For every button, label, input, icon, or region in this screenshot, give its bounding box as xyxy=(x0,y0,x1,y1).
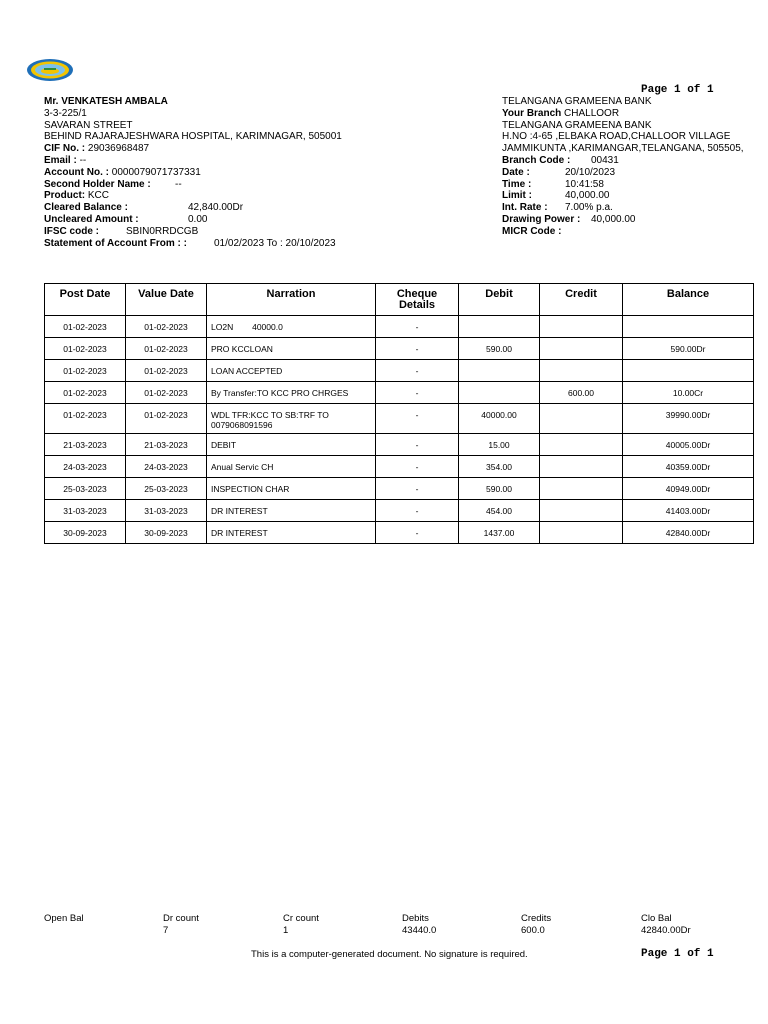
branch-value: CHALLOOR xyxy=(564,107,620,119)
cheque-cell: - xyxy=(376,522,459,544)
drawing-power-label: Drawing Power : xyxy=(502,213,581,225)
debit-cell: 354.00 xyxy=(459,456,540,478)
debit-cell: 590.00 xyxy=(459,478,540,500)
cleared-balance-label: Cleared Balance : xyxy=(44,202,128,214)
bank-info xyxy=(502,96,762,238)
time-value: 10:41:58 xyxy=(565,178,604,190)
cleared-balance-value: 42,840.00Dr xyxy=(188,202,244,214)
micr-label: MICR Code : xyxy=(502,225,562,237)
time-row xyxy=(502,179,762,191)
debit-cell: 590.00 xyxy=(459,338,540,360)
narration-cell: DEBIT xyxy=(207,434,376,456)
cheque-cell: - xyxy=(376,382,459,404)
credits-label: Credits xyxy=(521,913,552,924)
product-label: Product: xyxy=(44,190,86,202)
branch-code-value: 00431 xyxy=(591,154,619,166)
post-date-header: Post Date xyxy=(45,284,126,316)
balance-cell: 39990.00Dr xyxy=(623,404,754,434)
debit-cell xyxy=(459,382,540,404)
debits-label: Debits xyxy=(402,913,429,924)
post-date-cell: 01-02-2023 xyxy=(45,316,126,338)
cr-count-label: Cr count xyxy=(283,913,319,924)
narration-header: Narration xyxy=(207,284,376,316)
branch-label: Your Branch xyxy=(502,107,565,119)
credit-cell xyxy=(540,500,623,522)
credit-cell xyxy=(540,338,623,360)
credit-header: Credit xyxy=(540,284,623,316)
limit-value: 40,000.00 xyxy=(565,190,610,202)
second-holder-label: Second Holder Name : xyxy=(44,178,151,190)
email-label: Email : xyxy=(44,154,77,166)
cheque-cell: - xyxy=(376,404,459,434)
drawing-power-value: 40,000.00 xyxy=(591,213,636,225)
uncleared-amount-value: 0.00 xyxy=(188,213,208,225)
narration-cell: INSPECTION CHAR xyxy=(207,478,376,500)
credit-cell xyxy=(540,456,623,478)
uncleared-amount-label: Uncleared Amount : xyxy=(44,213,139,225)
table-row xyxy=(45,478,754,500)
date-label: Date : xyxy=(502,166,530,178)
post-date-cell: 01-02-2023 xyxy=(45,404,126,434)
transactions-table xyxy=(44,283,754,544)
value-date-cell: 21-03-2023 xyxy=(126,434,207,456)
post-date-cell: 31-03-2023 xyxy=(45,500,126,522)
open-bal-label: Open Bal xyxy=(44,913,84,924)
narration-cell: DR INTEREST xyxy=(207,500,376,522)
value-date-cell: 30-09-2023 xyxy=(126,522,207,544)
balance-cell: 41403.00Dr xyxy=(623,500,754,522)
narration-line-1: LO2N 40000.0 xyxy=(211,322,283,332)
value-date-cell: 31-03-2023 xyxy=(126,500,207,522)
debit-cell xyxy=(459,316,540,338)
value-date-cell: 01-02-2023 xyxy=(126,360,207,382)
credit-cell xyxy=(540,434,623,456)
address-line-3: BEHIND RAJARAJESHWARA HOSPITAL, KARIMNAGAR, 505001 xyxy=(44,131,342,143)
customer-name: Mr. VENKATESH AMBALA xyxy=(44,96,168,107)
post-date-cell: 24-03-2023 xyxy=(45,456,126,478)
credit-cell xyxy=(540,404,623,434)
value-date-header: Value Date xyxy=(126,284,207,316)
micr-row xyxy=(502,226,762,238)
account-label: Account No. : xyxy=(44,166,109,178)
value-date-cell: 01-02-2023 xyxy=(126,338,207,360)
narration-line-2: 0079068091596 xyxy=(211,420,273,430)
bank-name: TELANGANA GRAMEENA BANK xyxy=(502,96,652,107)
page-number-bottom: Page 1 of 1 xyxy=(641,948,714,960)
post-date-cell: 01-02-2023 xyxy=(45,382,126,404)
debit-cell: 454.00 xyxy=(459,500,540,522)
address-line-2: SAVARAN STREET xyxy=(44,119,133,131)
statement-period-label: Statement of Account From : : xyxy=(44,237,187,249)
debit-header: Debit xyxy=(459,284,540,316)
second-holder-value: -- xyxy=(175,178,182,190)
cheque-cell: - xyxy=(376,478,459,500)
narration-cell xyxy=(207,404,376,434)
debit-cell: 1437.00 xyxy=(459,522,540,544)
table-row xyxy=(45,404,754,434)
ifsc-label: IFSC code : xyxy=(44,225,100,237)
cheque-header-line-1: Cheque xyxy=(396,288,438,300)
value-date-cell: 01-02-2023 xyxy=(126,404,207,434)
branch-row xyxy=(502,108,762,120)
balance-cell: 590.00Dr xyxy=(623,338,754,360)
balance-cell xyxy=(623,316,754,338)
product-row xyxy=(44,190,484,202)
post-date-cell: 21-03-2023 xyxy=(45,434,126,456)
credit-cell: 600.00 xyxy=(540,382,623,404)
limit-label: Limit : xyxy=(502,190,532,202)
clo-bal-label: Clo Bal xyxy=(641,913,672,924)
cheque-cell: - xyxy=(376,434,459,456)
credit-cell xyxy=(540,522,623,544)
value-date-cell: 01-02-2023 xyxy=(126,316,207,338)
cheque-details-header xyxy=(376,284,459,316)
branch-code-row xyxy=(502,155,762,167)
ifsc-row xyxy=(44,226,484,238)
ifsc-value: SBIN0RRDCGB xyxy=(126,225,199,237)
narration-cell: PRO KCCLOAN xyxy=(207,338,376,360)
bank-name-2: TELANGANA GRAMEENA BANK xyxy=(502,119,652,131)
date-row xyxy=(502,167,762,179)
int-rate-label: Int. Rate : xyxy=(502,202,548,214)
table-row xyxy=(45,456,754,478)
cr-count-value: 1 xyxy=(283,925,289,936)
narration-cell: DR INTEREST xyxy=(207,522,376,544)
limit-row xyxy=(502,190,762,202)
credits-value: 600.0 xyxy=(521,925,545,936)
branch-code-label: Branch Code : xyxy=(502,154,571,166)
cheque-cell: - xyxy=(376,456,459,478)
balance-cell: 10.00Cr xyxy=(623,382,754,404)
time-label: Time : xyxy=(502,178,532,190)
value-date-cell: 25-03-2023 xyxy=(126,478,207,500)
cheque-cell: - xyxy=(376,316,459,338)
balance-header: Balance xyxy=(623,284,754,316)
email-row xyxy=(44,155,484,167)
clo-bal-value: 42840.00Dr xyxy=(641,925,691,936)
page-number: Page 1 of 1 xyxy=(641,84,714,96)
date-value: 20/10/2023 xyxy=(565,166,616,178)
statement-period-value: 01/02/2023 To : 20/10/2023 xyxy=(214,237,336,249)
table-header-row xyxy=(45,284,754,316)
narration-cell: Anual Servic CH xyxy=(207,456,376,478)
credit-cell xyxy=(540,316,623,338)
table-row xyxy=(45,316,754,338)
balance-cell: 40005.00Dr xyxy=(623,434,754,456)
narration-cell xyxy=(207,316,376,338)
int-rate-row xyxy=(502,202,762,214)
uncleared-amount-row xyxy=(44,214,484,226)
debits-value: 43440.0 xyxy=(402,925,437,936)
cif-row xyxy=(44,143,484,155)
post-date-cell: 01-02-2023 xyxy=(45,360,126,382)
value-date-cell: 24-03-2023 xyxy=(126,456,207,478)
balance-cell: 40359.00Dr xyxy=(623,456,754,478)
credit-cell xyxy=(540,360,623,382)
address-line-1: 3-3-225/1 xyxy=(44,107,87,119)
customer-info xyxy=(44,96,484,249)
debit-cell xyxy=(459,360,540,382)
second-holder-row xyxy=(44,179,484,191)
statement-period-row xyxy=(44,238,484,250)
bank-logo-icon xyxy=(26,58,74,82)
balance-cell: 40949.00Dr xyxy=(623,478,754,500)
narration-cell: LOAN ACCEPTED xyxy=(207,360,376,382)
table-row xyxy=(45,338,754,360)
cleared-balance-row xyxy=(44,202,484,214)
dr-count-value: 7 xyxy=(163,925,169,936)
cheque-cell: - xyxy=(376,360,459,382)
cif-label: CIF No. : xyxy=(44,143,86,155)
narration-cell: By Transfer:TO KCC PRO CHRGES xyxy=(207,382,376,404)
table-row xyxy=(45,500,754,522)
cif-value: 29036968487 xyxy=(85,143,150,155)
disclaimer-text: This is a computer-generated document. No signature is required. xyxy=(251,949,528,960)
post-date-cell: 01-02-2023 xyxy=(45,338,126,360)
email-value: -- xyxy=(76,154,87,166)
balance-cell xyxy=(623,360,754,382)
cheque-header-line-2: Details xyxy=(398,299,436,311)
cheque-cell: - xyxy=(376,500,459,522)
bank-address-1: H.NO :4-65 ,ELBAKA ROAD,CHALLOOR VILLAGE xyxy=(502,131,731,143)
table-row xyxy=(45,360,754,382)
account-value: 0000079071737331 xyxy=(109,166,201,178)
cheque-cell: - xyxy=(376,338,459,360)
product-value: KCC xyxy=(85,190,110,202)
table-row xyxy=(45,382,754,404)
narration-line-1: WDL TFR:KCC TO SB:TRF TO xyxy=(211,410,329,420)
drawing-power-row xyxy=(502,214,762,226)
post-date-cell: 30-09-2023 xyxy=(45,522,126,544)
table-row xyxy=(45,434,754,456)
bank-address-2: JAMMIKUNTA ,KARIMANGAR,TELANGANA, 505505, xyxy=(502,143,744,155)
post-date-cell: 25-03-2023 xyxy=(45,478,126,500)
debit-cell: 40000.00 xyxy=(459,404,540,434)
table-row xyxy=(45,522,754,544)
balance-cell: 42840.00Dr xyxy=(623,522,754,544)
int-rate-value: 7.00% p.a. xyxy=(565,202,613,214)
credit-cell xyxy=(540,478,623,500)
dr-count-label: Dr count xyxy=(163,913,199,924)
debit-cell: 15.00 xyxy=(459,434,540,456)
value-date-cell: 01-02-2023 xyxy=(126,382,207,404)
account-row xyxy=(44,167,484,179)
